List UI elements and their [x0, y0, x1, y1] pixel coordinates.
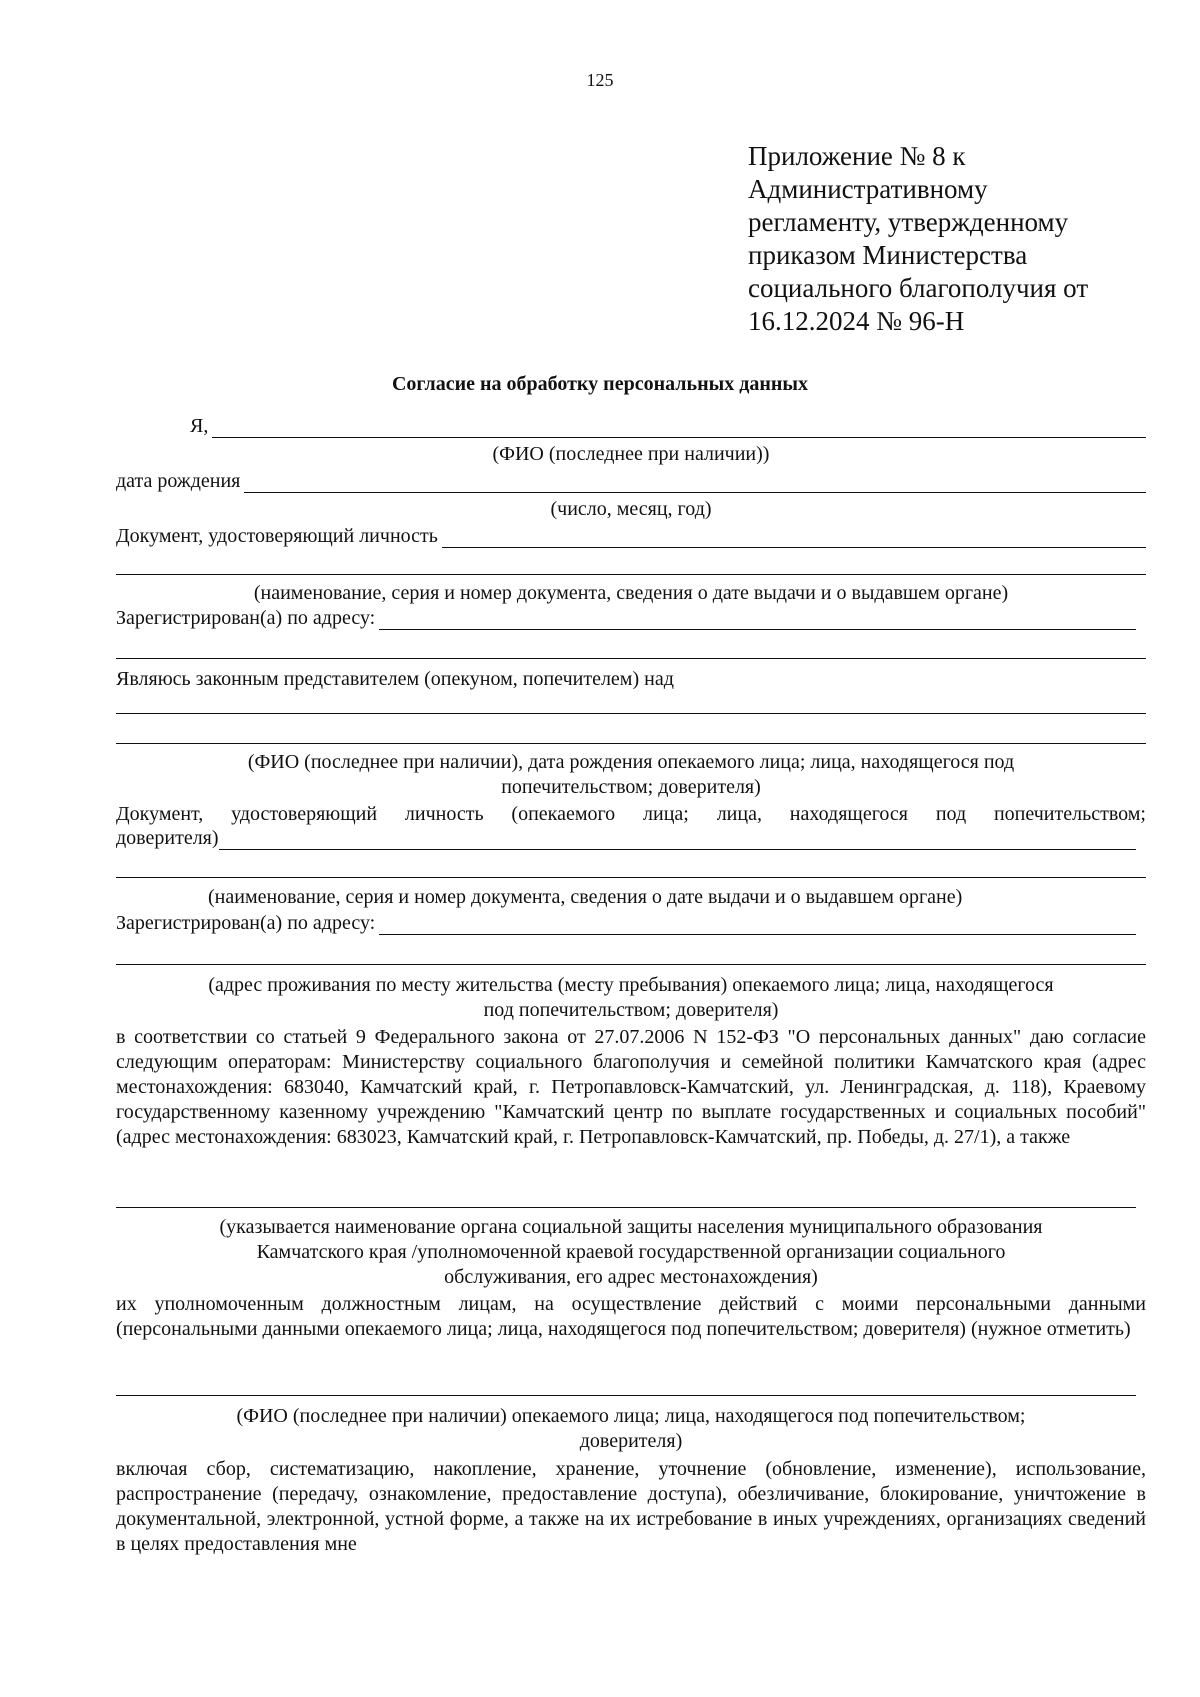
- appendix-line: социального благополучия от: [748, 273, 1089, 303]
- organ-field[interactable]: [116, 1207, 1136, 1208]
- ward-doc-text: Документ, удостоверяющий личность (опекаемого лица; лица, находящегося под попечительством;: [116, 803, 1146, 825]
- doc-label: Документ, удостоверяющий личность: [116, 525, 438, 547]
- doc-field[interactable]: [442, 529, 1146, 548]
- doc-hint: (наименование, серия и номер документа, сведения о дате выдачи и о выдавшем органе): [253, 582, 1009, 604]
- ward-doc-field-line-2[interactable]: [116, 877, 1146, 878]
- doc-row: [116, 524, 1146, 548]
- i-label: Я,: [190, 415, 209, 437]
- fio-hint: (ФИО (последнее при наличии)): [492, 443, 770, 465]
- ward-addr-hint-2: под попечительством; доверителя): [483, 999, 779, 1021]
- ward-doc-row: [116, 826, 1136, 850]
- page-number: 125: [586, 70, 614, 90]
- appendix-line: приказом Министерства: [748, 240, 1028, 270]
- address-field-line-2[interactable]: [116, 658, 1146, 659]
- ward-field-line-1[interactable]: [116, 713, 1146, 714]
- ward-doc-field[interactable]: [219, 831, 1136, 850]
- appendix-reference: [748, 140, 1148, 338]
- actions-paragraph: включая сбор, систематизацию, накопление, хранение, уточнение (обновление, изменение), использование, распространение (передачу, ознакомление, предоставление доступа), обезличивание, блокирование, уничтожение в документальной, электронной, устной форме, а также на их истребование в иных учреждениях, организациях сведений в целях предоставления мне: [116, 1458, 1146, 1555]
- addr-label: Зарегистрирован(а) по адресу:: [116, 607, 376, 629]
- appendix-line: 16.12.2024 № 96-Н: [748, 306, 965, 336]
- ward-doc-hint: (наименование, серия и номер документа, сведения о дате выдачи и о выдавшем органе): [208, 886, 963, 908]
- officials-paragraph: их уполномоченным должностным лицам, на осуществление действий с моими персональными данными (персональными данными опекаемого лица; лица, находящегося под попечительством; доверителя) (нужное отметить): [116, 1293, 1146, 1340]
- fio-row: [116, 414, 1146, 438]
- appendix-line: Административному: [748, 174, 988, 204]
- consent-paragraph: в соответствии со статьей 9 Федерального закона от 27.07.2006 N 152-ФЗ "О персональных данных" даю согласие следующим операторам: Министерству социального благополучия и семейной политики Камчатского края (адрес местонахождения: 683040, Камчатский край, г. Петропавловск-Камчатский, ул. Ленинградская, д. 118), Краевому государственному казенному учреждению "Камчатский центр по выплате государственных и социальных пособий" (адрес местонахождения: 683023, Камчатский край, г. Петропавловск-Камчатский, пр. Победы, д. 27/1), а также: [116, 1026, 1146, 1148]
- fio-field[interactable]: [212, 419, 1146, 438]
- ward-hint-1: (ФИО (последнее при наличии), дата рождения опекаемого лица; лица, находящегося под: [247, 751, 1015, 773]
- birth-date-field[interactable]: [244, 474, 1146, 493]
- ward-field-line-2[interactable]: [116, 743, 1146, 744]
- organ-hint-2: Камчатского края /уполномоченной краевой государственной организации социального: [256, 1241, 1006, 1263]
- organ-hint-1: (указывается наименование органа социальной защиты населения муниципального образования: [219, 1216, 1043, 1238]
- address-field[interactable]: [379, 611, 1136, 630]
- ward-address-field[interactable]: [379, 916, 1136, 935]
- ward-fio-hint-1: (ФИО (последнее при наличии) опекаемого лица; лица, находящегося под попечительством;: [236, 1405, 1026, 1427]
- ward-addr-row: [116, 911, 1136, 935]
- doc-field-line-2[interactable]: [116, 574, 1146, 575]
- ward-doc-label: доверителя): [116, 827, 219, 849]
- birth-hint: (число, месяц, год): [550, 498, 712, 520]
- ward-addr-hint-1: (адрес проживания по месту жительства (месту пребывания) опекаемого лица; лица, находящегося: [208, 974, 1054, 996]
- ward-addr-label: Зарегистрирован(а) по адресу:: [116, 912, 376, 934]
- appendix-line: Приложение № 8 к: [748, 141, 966, 171]
- organ-hint-3: обслуживания, его адрес местонахождения): [444, 1266, 818, 1288]
- birth-label: дата рождения: [116, 470, 241, 492]
- document-title: Согласие на обработку персональных данных: [391, 373, 808, 395]
- addr-row: [116, 606, 1136, 630]
- representative-text: Являюсь законным представителем (опекуном, попечителем) над: [116, 668, 674, 690]
- ward-fio-field[interactable]: [116, 1395, 1136, 1396]
- birth-row: [116, 469, 1146, 493]
- ward-hint-2: попечительством; доверителя): [501, 776, 761, 798]
- appendix-line: регламенту, утвержденному: [748, 207, 1069, 237]
- ward-fio-hint-2: доверителя): [579, 1430, 683, 1452]
- ward-address-field-line-2[interactable]: [116, 964, 1146, 965]
